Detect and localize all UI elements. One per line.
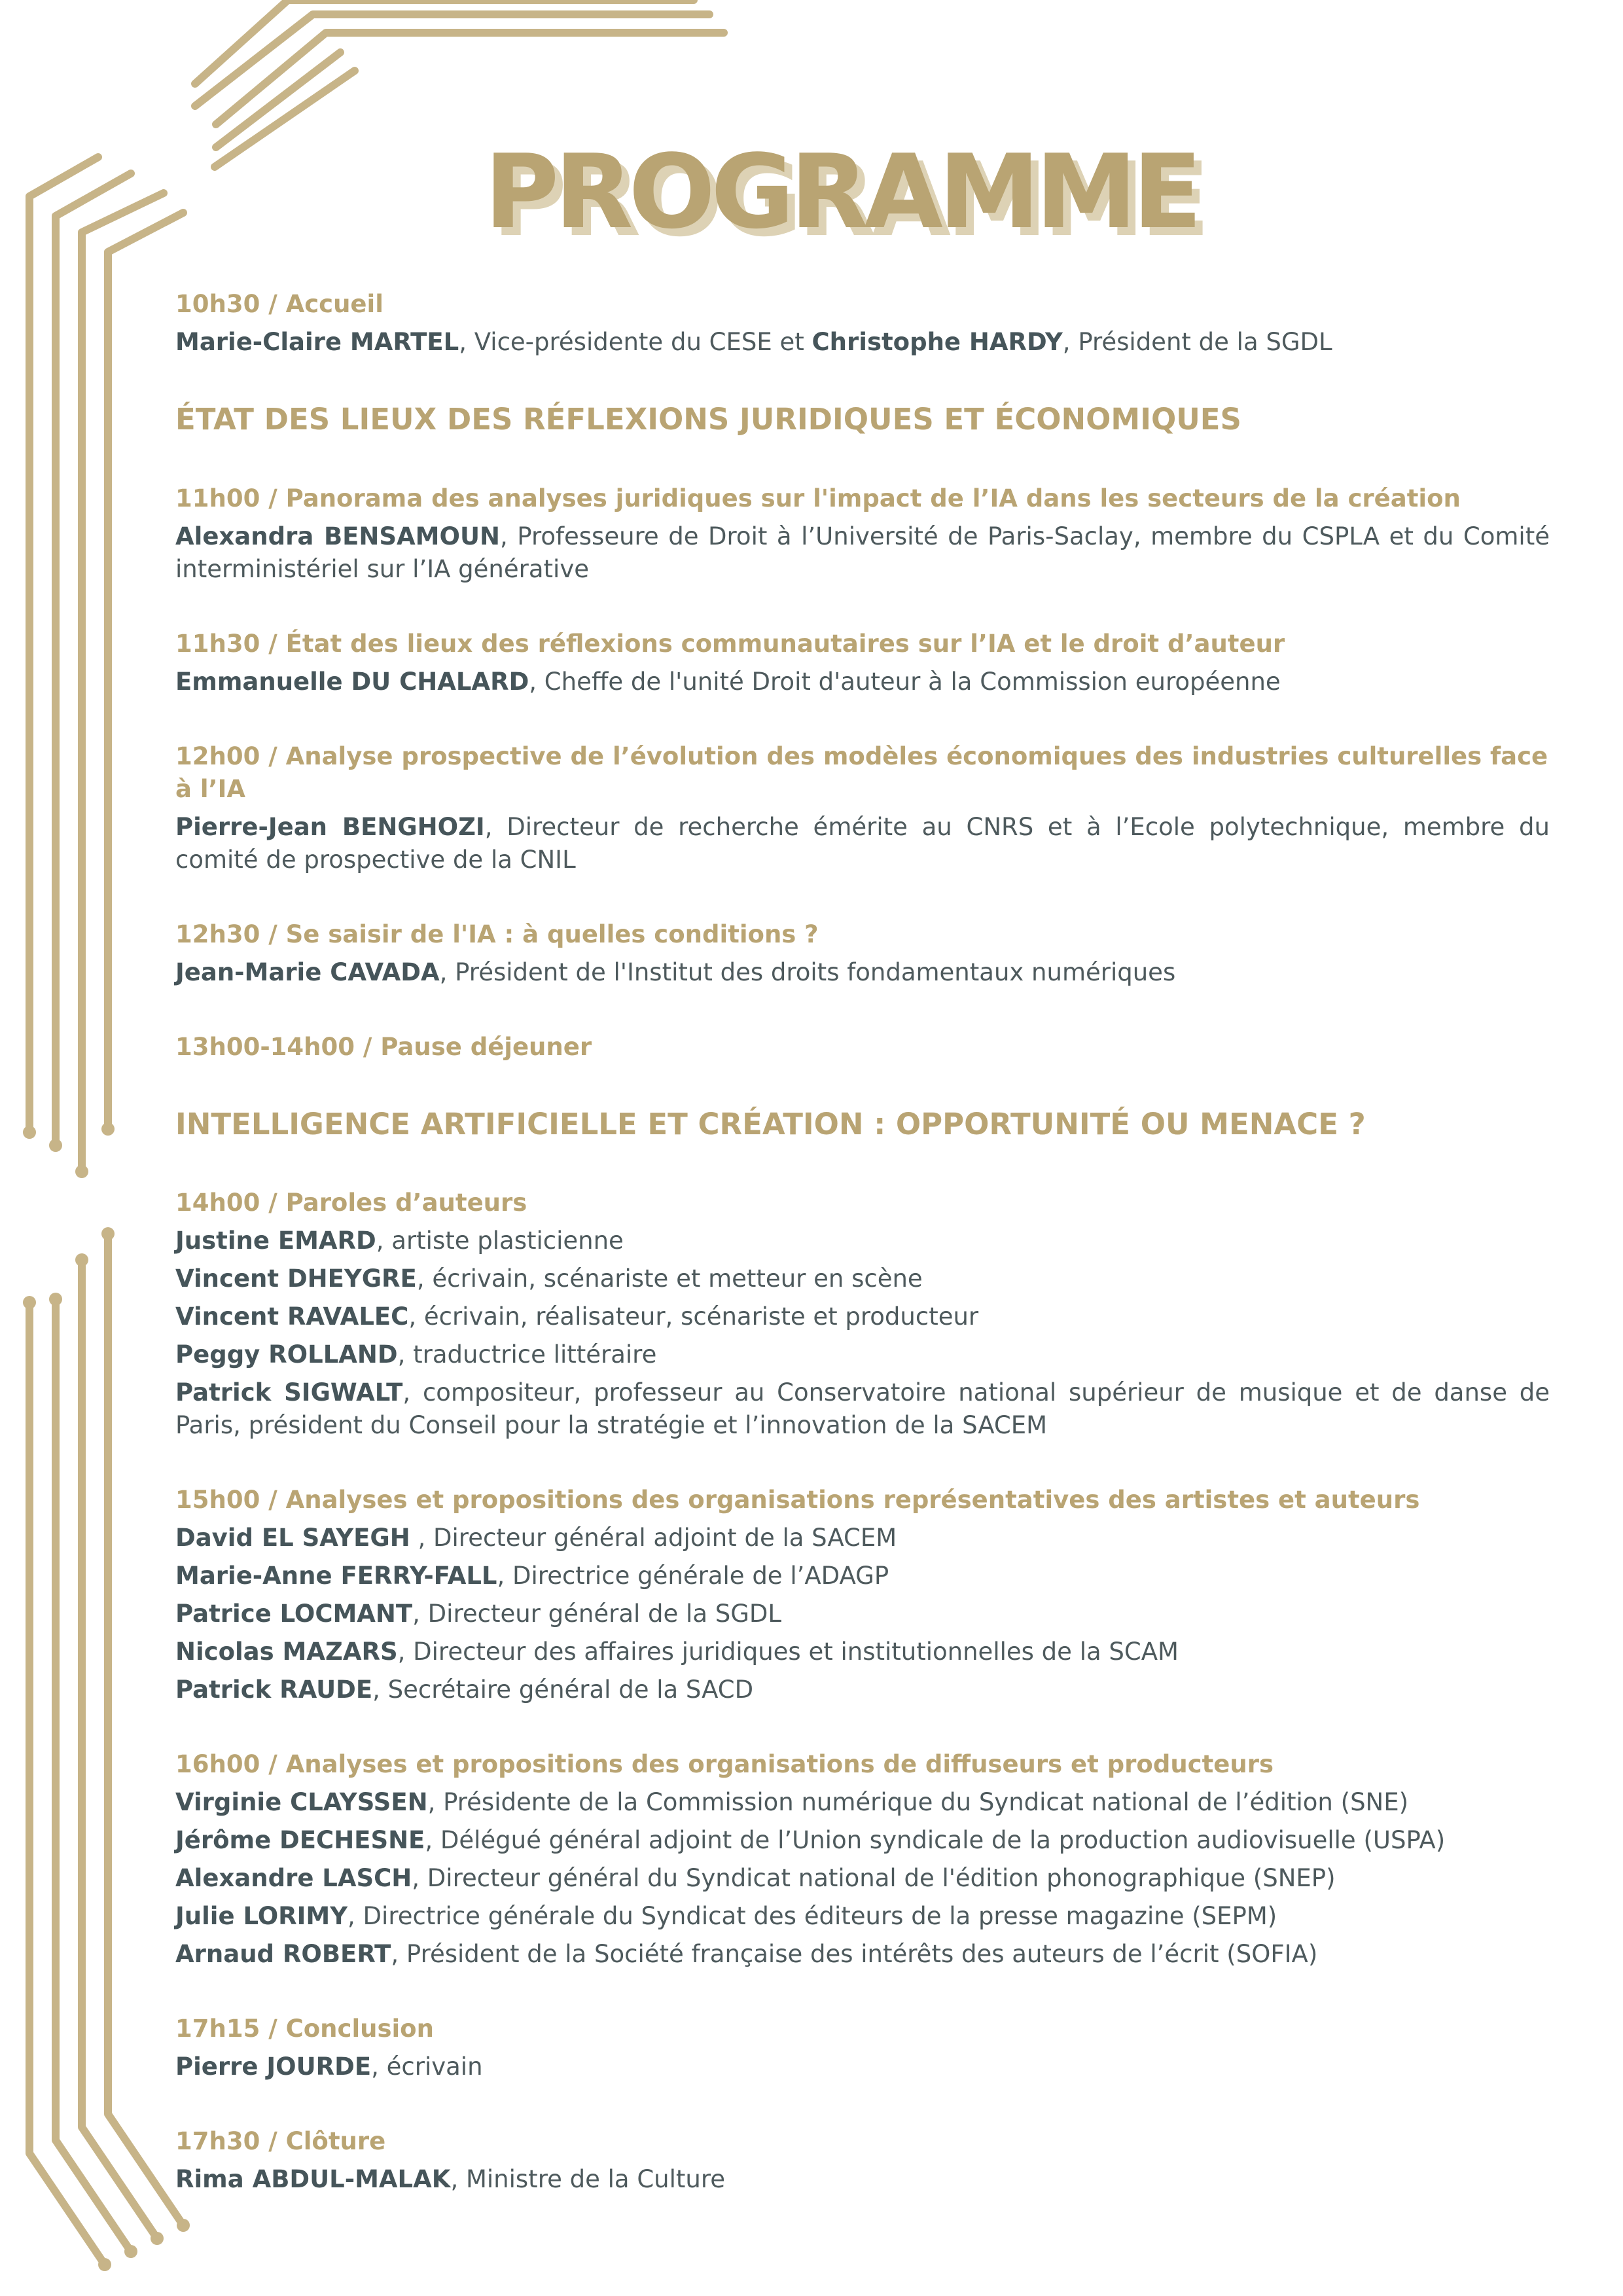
speaker-role: , Directeur général adjoint de la SACEM (410, 1524, 897, 1552)
speaker-role: , écrivain (371, 2053, 483, 2081)
page-title: PROGRAMME (484, 132, 1198, 251)
speaker-role: , écrivain, réalisateur, scénariste et producteur (408, 1302, 979, 1331)
speaker-line (175, 1522, 1550, 1554)
speaker-role: , Présidente de la Commission numérique du Syndicat national de l’édition (SNE) (427, 1788, 1409, 1816)
programme-item (175, 628, 1550, 698)
speaker-name: Rima ABDUL-MALAK (175, 2165, 451, 2193)
programme-content (175, 288, 1550, 2238)
speaker-role: , Directeur général du Syndicat national de l'édition phonographique (SNEP) (412, 1864, 1336, 1892)
speaker-line (175, 666, 1550, 698)
item-time: 12h00 / Analyse prospective de l’évolution des modèles économiques des industries culturelles face à l’IA (175, 742, 1548, 803)
speaker-line (175, 1786, 1550, 1819)
speaker-role: , Directeur des affaires juridiques et institutionnelles de la SCAM (397, 1638, 1179, 1666)
speaker-role: , Cheffe de l'unité Droit d'auteur à la Commission européenne (529, 667, 1281, 696)
item-time: 17h30 / Clôture (175, 2127, 386, 2155)
speaker-role: , écrivain, scénariste et metteur en scène (416, 1265, 923, 1293)
speaker-name: Pierre JOURDE (175, 2053, 372, 2081)
item-time: 15h00 / Analyses et propositions des organisations représentatives des artistes et auteurs (175, 1486, 1420, 1514)
speaker-line (175, 1376, 1550, 1442)
speaker-role: , Directeur général de la SGDL (412, 1600, 782, 1628)
speaker-line (175, 1225, 1550, 1257)
speaker-name: Virginie CLAYSSEN (175, 1788, 428, 1816)
speaker-role: , traductrice littéraire (397, 1340, 657, 1369)
speaker-line (175, 1824, 1550, 1857)
speaker-role: , Président de l'Institut des droits fondamentaux numériques (439, 958, 1176, 986)
speaker-role: , Directeur de recherche émérite au CNRS et à l’Ecole polytechnique, membre du comité de prospective de la CNIL (175, 812, 1550, 874)
programme-item (175, 1031, 1550, 1064)
speaker-line (175, 1900, 1550, 1933)
speaker-name: David EL SAYEGH (175, 1524, 410, 1552)
programme-item (175, 918, 1550, 989)
speaker-name: Patrick SIGWALT (175, 1378, 403, 1407)
item-time: 17h15 / Conclusion (175, 2015, 434, 2043)
speaker-role: , Président de la SGDL (1062, 328, 1332, 356)
programme-item (175, 740, 1550, 876)
speaker-role: , compositeur, professeur au Conservatoire national supérieur de musique et de danse de Paris, président du Conseil pour la stratégie et l’innovation de la SACEM (175, 1378, 1550, 1439)
speaker-role: , Ministre de la Culture (450, 2165, 726, 2193)
programme-item (175, 1748, 1550, 1971)
speaker-role: , Délégué général adjoint de l’Union syndicale de la production audiovisuelle (USPA) (425, 1826, 1446, 1854)
speaker-name: Vincent RAVALEC (175, 1302, 409, 1331)
programme-item (175, 1484, 1550, 1706)
speaker-line (175, 1598, 1550, 1630)
speaker-role: , Professeure de Droit à l’Université de Paris-Saclay, membre du CSPLA et du Comité interministériel sur l’IA générative (175, 522, 1550, 583)
item-time: 11h30 / État des lieux des réflexions communautaires sur l’IA et le droit d’auteur (175, 629, 1285, 658)
speaker-role: , artiste plasticienne (376, 1227, 624, 1255)
programme-item (175, 2125, 1550, 2196)
speaker-role: , Directrice générale du Syndicat des éditeurs de la presse magazine (SEPM) (348, 1902, 1277, 1930)
speaker-line (175, 1263, 1550, 1295)
speaker-name: Emmanuelle DU CHALARD (175, 667, 529, 696)
speaker-line (175, 2163, 1550, 2196)
speaker-line (175, 520, 1550, 586)
speaker-line (175, 2051, 1550, 2083)
speaker-role: , Vice-présidente du CESE et (459, 328, 812, 356)
programme-item (175, 288, 1550, 359)
section-title: INTELLIGENCE ARTIFICIELLE ET CRÉATION : OPPORTUNITÉ OU MENACE ? (175, 1106, 1366, 1141)
speaker-line (175, 956, 1550, 989)
speaker-name: Patrick RAUDE (175, 1676, 373, 1704)
speaker-role: , Président de la Société française des intérêts des auteurs de l’écrit (SOFIA) (391, 1940, 1318, 1968)
speaker-name: Patrice LOCMANT (175, 1600, 413, 1628)
speaker-role: , Secrétaire général de la SACD (372, 1676, 754, 1704)
speaker-line (175, 1636, 1550, 1668)
item-time: 11h00 / Panorama des analyses juridiques sur l'impact de l’IA dans les secteurs de la création (175, 484, 1461, 512)
speaker-line (175, 1300, 1550, 1333)
speaker-role: , Directrice générale de l’ADAGP (497, 1562, 889, 1590)
item-time: 12h30 / Se saisir de l'IA : à quelles conditions ? (175, 920, 819, 948)
speaker-name: Marie-Anne FERRY-FALL (175, 1562, 497, 1590)
programme-item (175, 2013, 1550, 2083)
item-time: 14h00 / Paroles d’auteurs (175, 1189, 527, 1217)
speaker-line (175, 811, 1550, 876)
speaker-name: Jérôme DECHESNE (175, 1826, 425, 1854)
speaker-name: Arnaud ROBERT (175, 1940, 391, 1968)
programme-item (175, 482, 1550, 586)
speaker-name: Jean-Marie CAVADA (175, 958, 440, 986)
item-time: 10h30 / Accueil (175, 290, 383, 318)
speaker-line (175, 1338, 1550, 1371)
speaker-name: Peggy ROLLAND (175, 1340, 398, 1369)
speaker-line (175, 1938, 1550, 1971)
speaker-line (175, 1560, 1550, 1592)
item-time: 16h00 / Analyses et propositions des organisations de diffuseurs et producteurs (175, 1750, 1274, 1778)
speaker-name: Justine EMARD (175, 1227, 376, 1255)
speaker-line (175, 326, 1550, 359)
speaker-name: Christophe HARDY (812, 328, 1063, 356)
speaker-name: Pierre-Jean BENGHOZI (175, 812, 485, 841)
speaker-name: Nicolas MAZARS (175, 1638, 398, 1666)
programme-item (175, 1187, 1550, 1442)
speaker-line (175, 1674, 1550, 1706)
section-title: ÉTAT DES LIEUX DES RÉFLEXIONS JURIDIQUES ET ÉCONOMIQUES (175, 402, 1241, 437)
speaker-name: Marie-Claire MARTEL (175, 328, 459, 356)
speaker-name: Alexandre LASCH (175, 1864, 412, 1892)
item-time: 13h00-14h00 / Pause déjeuner (175, 1032, 592, 1061)
speaker-name: Julie LORIMY (175, 1902, 348, 1930)
speaker-line (175, 1862, 1550, 1895)
speaker-name: Alexandra BENSAMOUN (175, 522, 500, 550)
speaker-name: Vincent DHEYGRE (175, 1265, 417, 1293)
